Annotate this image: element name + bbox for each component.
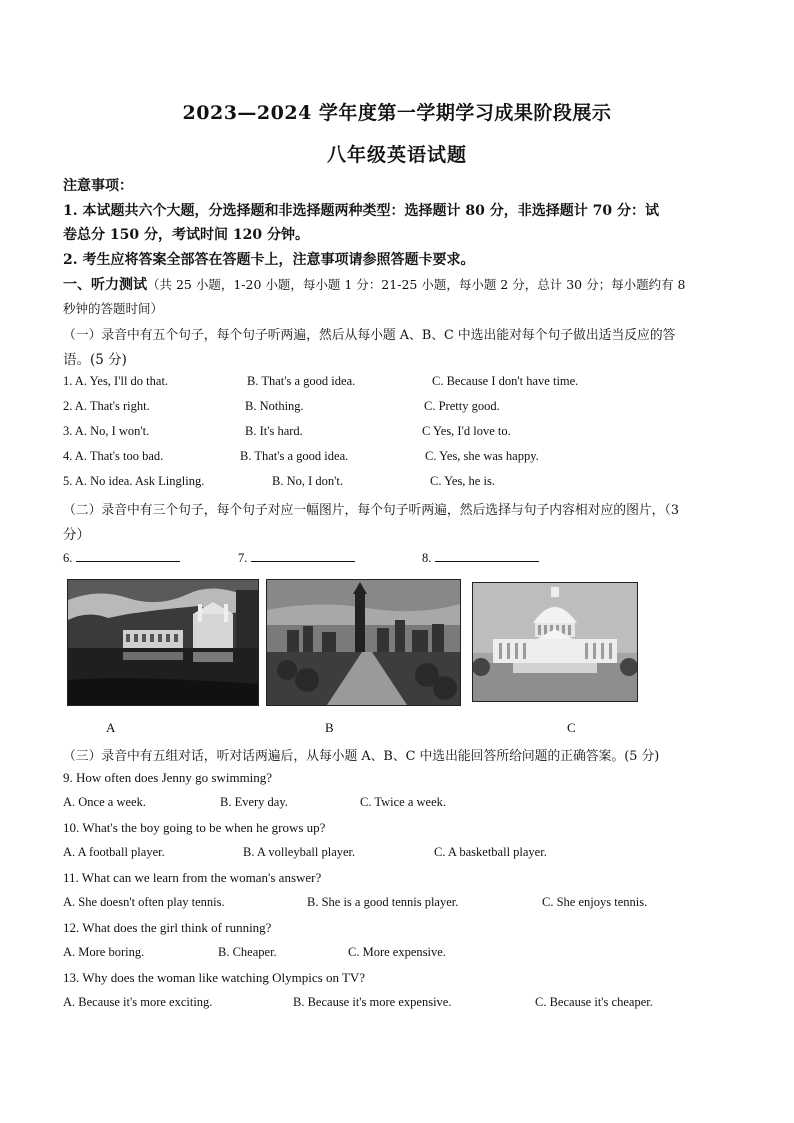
answer-blank-7 [238, 549, 355, 566]
picture-label-a: A [106, 720, 116, 735]
q10-option-b: B. A volleyball player. [243, 845, 356, 859]
q10-question: 10. What's the boy going to be when he grows up? [63, 820, 326, 835]
notes-item-1-cont: 卷总分 150 分，考试时间 120 分钟。 [63, 227, 309, 243]
q9-option-b: B. Every day. [220, 795, 288, 809]
part-1-instruction: （一）录音中有五个句子，每个句子听两遍，然后从每小题 A、B、C 中选出能对每个句子做出适当反应的答 [63, 328, 676, 343]
answer-blank-6 [63, 549, 180, 566]
q12-option-a: A. More boring. [63, 945, 145, 959]
section-1-description-cont: 秒钟的答题时间） [63, 301, 164, 316]
q3-option-b: B. It's hard. [245, 424, 303, 438]
q11-question: 11. What can we learn from the woman's answer? [63, 870, 322, 885]
blank-8-line [435, 549, 539, 562]
q4-option-c: C. Yes, she was happy. [425, 449, 539, 463]
part-2-instruction-cont: 分） [63, 527, 90, 543]
picture-label-b: B [325, 720, 334, 735]
q13-option-c: C. Because it's cheaper. [535, 995, 653, 1009]
q2-option-a: 2. A. That's right. [63, 399, 150, 413]
q2-option-c: C. Pretty good. [424, 399, 500, 413]
q5-option-a: 5. A. No idea. Ask Lingling. [63, 474, 205, 488]
exam-title: 2023—2024 学年度第一学期学习成果阶段展示 [182, 102, 612, 124]
blank-6-number: 6. [63, 551, 73, 565]
notes-item-2: 2. 考生应将答案全部答在答题卡上，注意事项请参照答题卡要求。 [63, 252, 475, 268]
q3-option-a: 3. A. No, I won't. [63, 424, 150, 438]
q1-option-a: 1. A. Yes, I'll do that. [63, 374, 169, 388]
q10-option-a: A. A football player. [63, 845, 165, 859]
q1-option-b: B. That's a good idea. [247, 374, 356, 388]
q4-option-a: 4. A. That's too bad. [63, 449, 164, 463]
q11-option-b: B. She is a good tennis player. [307, 895, 459, 909]
notes-item-1: 1. 本试题共六个大题，分选择题和非选择题两种类型：选择题计 80 分，非选择题计 70 分：试 [63, 203, 659, 219]
section-1-description: （共 25 小题，1-20 小题，每小题 1 分：21-25 小题，每小题 2 分，总计 30 分；每小题约有 8 [147, 277, 686, 292]
part-2-instruction: （二）录音中有三个句子，每个句子对应一幅图片，每个句子听两遍，然后选择与句子内容相对应的图片，（3 [63, 503, 679, 518]
q5-option-c: C. Yes, he is. [430, 474, 495, 488]
q13-option-b: B. Because it's more expensive. [293, 995, 452, 1009]
notes-heading: 注意事项： [63, 178, 133, 194]
riverside-university-photo [67, 579, 259, 706]
section-1-heading: 一、听力测试 [63, 277, 147, 293]
q11-option-a: A. She doesn't often play tennis. [63, 895, 225, 909]
q4-option-b: B. That's a good idea. [240, 449, 349, 463]
exam-subtitle: 八年级英语试题 [326, 144, 467, 166]
blank-7-number: 7. [238, 551, 248, 565]
blank-7-line [251, 549, 355, 562]
q9-option-a: A. Once a week. [63, 795, 146, 809]
part-3-instruction: （三）录音中有五组对话，听对话两遍后，从每小题 A、B、C 中选出能回答所给问题的正确答案。(5 分) [63, 749, 660, 764]
q13-option-a: A. Because it's more exciting. [63, 995, 213, 1009]
capitol-building-photo [472, 582, 638, 702]
answer-blank-8 [422, 549, 539, 566]
q12-question: 12. What does the girl think of running? [63, 920, 272, 935]
blank-8-number: 8. [422, 551, 432, 565]
q11-option-c: C. She enjoys tennis. [542, 895, 648, 909]
q9-question: 9. How often does Jenny go swimming? [63, 770, 273, 785]
section-1-heading-line [63, 274, 686, 294]
city-skyline-photo [266, 579, 461, 706]
q12-option-b: B. Cheaper. [218, 945, 277, 959]
q12-option-c: C. More expensive. [348, 945, 446, 959]
picture-label-c: C [567, 720, 576, 735]
q9-option-c: C. Twice a week. [360, 795, 447, 809]
q1-option-c: C. Because I don't have time. [432, 374, 579, 388]
q5-option-b: B. No, I don't. [272, 474, 344, 488]
q3-option-c: C Yes, I'd love to. [422, 424, 511, 438]
blank-6-line [76, 549, 180, 562]
q2-option-b: B. Nothing. [245, 399, 304, 413]
part-1-instruction-cont: 语。(5 分) [63, 352, 127, 368]
q10-option-c: C. A basketball player. [434, 845, 547, 859]
q13-question: 13. Why does the woman like watching Olympics on TV? [63, 970, 366, 985]
